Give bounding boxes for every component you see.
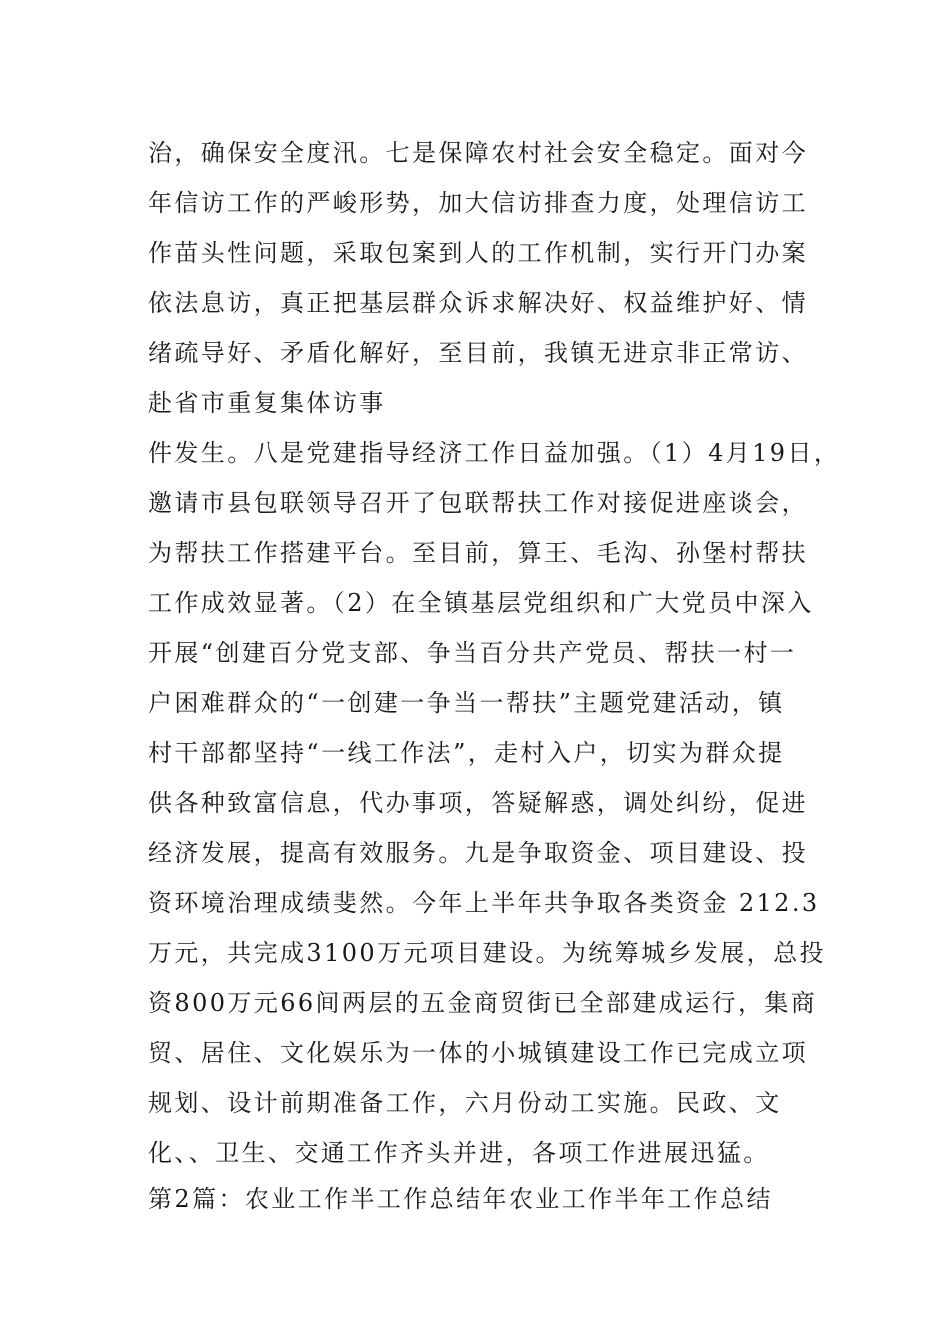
text-line: 户困难群众的“一创建一争当一帮扶”主题党建活动，镇 [148,689,785,717]
text-line: 赴省市重复集体访事 [148,389,386,417]
text-line: 件发生。八是党建指导经济工作日益加强。（1）4月19日， [148,439,841,467]
text-line: 贸、居住、文化娱乐为一体的小城镇建设工作已完成立项 [148,1039,808,1067]
text-line: 邀请市县包联领导召开了包联帮扶工作对接促进座谈会， [148,489,808,517]
text-line: 规划、设计前期准备工作，六月份动工实施。民政、文 [148,1089,782,1117]
text-line: 资800万元66间两层的五金商贸街已全部建成运行，集商 [148,989,818,1017]
text-line: 村干部都坚持“一线工作法”，走村入户，切实为群众提 [148,739,785,767]
text-line: 作苗头性问题，采取包案到人的工作机制，实行开门办案 [148,239,808,267]
text-line: 绪疏导好、矛盾化解好，至目前，我镇无进京非正常访、 [148,339,808,367]
section-heading: 第2篇：农业工作半工作总结年农业工作半年工作总结 [148,1185,773,1213]
text-line: 资环境治理成绩斐然。今年上半年共争取各类资金 212.3 [148,889,820,917]
text-line: 开展“创建百分党支部、争当百分共产党员、帮扶一村一 [148,639,797,667]
text-line: 依法息访，真正把基层群众诉求解决好、权益维护好、情 [148,289,808,317]
text-line: 化、、卫生、交通工作齐头并进，各项工作进展迅猛。 [148,1139,770,1167]
text-line: 治，确保安全度汛。七是保障农村社会安全稳定。面对今 [148,139,808,167]
text-line: 年信访工作的严峻形势，加大信访排查力度，处理信访工 [148,189,808,217]
text-line: 为帮扶工作搭建平台。至目前，算王、毛沟、孙堡村帮扶 [148,539,808,567]
text-line: 经济发展，提高有效服务。九是争取资金、项目建设、投 [148,839,808,867]
text-line: 工作成效显著。（2）在全镇基层党组织和广大党员中深入 [148,589,814,617]
text-line: 万元，共完成3100万元项目建设。为统筹城乡发展，总投 [148,939,826,967]
text-line: 供各种致富信息，代办事项，答疑解惑，调处纠纷，促进 [148,789,808,817]
